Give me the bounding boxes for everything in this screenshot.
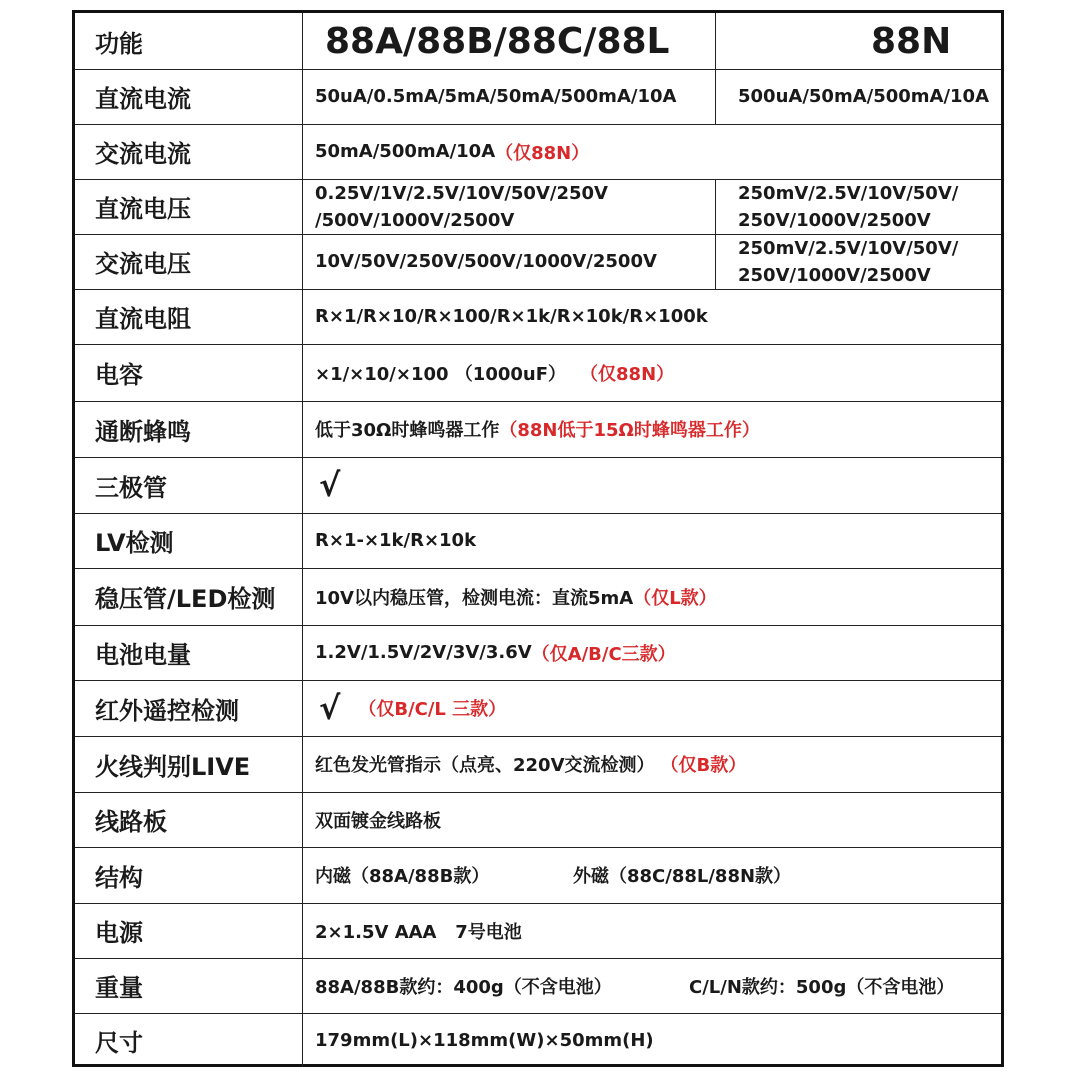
row-value: 双面镀金线路板 (315, 810, 441, 832)
value-line-1: 0.25V/1V/2.5V/10V/50V/250V (315, 182, 608, 204)
header-88abcl: 88A/88B/88C/88L (325, 20, 670, 62)
row-label: 线路板 (95, 808, 167, 836)
row-label: 电源 (95, 919, 143, 947)
row-value: 88A/88B款约：400g（不含电池） (315, 976, 612, 998)
row-label: 直流电流 (95, 85, 191, 113)
value-line-2: 250V/1000V/2500V (738, 209, 931, 231)
row-value-n (738, 179, 958, 234)
row-value (315, 736, 746, 792)
row-label: 电容 (95, 361, 143, 389)
value-text: 红色发光管指示（点亮、220V交流检测） (315, 755, 655, 776)
note-text: （仅88N） (495, 142, 590, 164)
row-value-n: 500uA/50mA/500mA/10A (738, 86, 990, 107)
row-value-abcl (315, 179, 608, 234)
note-text: （仅A/B/C三款） (531, 643, 676, 665)
row-label: 重量 (95, 974, 143, 1002)
row-value (315, 124, 589, 179)
row-label: 稳压管/LED检测 (95, 585, 276, 613)
row-value-n (738, 234, 958, 289)
spec-table (72, 10, 1004, 1067)
check-mark: √ (319, 466, 341, 504)
row-label: 直流电阻 (95, 305, 191, 333)
row-value-2: 外磁（88C/88L/88N款） (573, 866, 792, 887)
row-value (315, 625, 676, 680)
row-label: 三极管 (95, 473, 167, 502)
row-label: 交流电流 (95, 140, 191, 168)
value-text: ×1/×10/×100 （1000uF） (315, 363, 567, 385)
note-text: （仅L款） (633, 587, 717, 609)
row-value: 179mm(L)×118mm(W)×50mm(H) (315, 1029, 654, 1051)
row-value-abcl: 10V/50V/250V/500V/1000V/2500V (315, 251, 657, 272)
note-text: （88N低于15Ω时蜂鸣器工作） (499, 420, 760, 441)
check-mark: √ (319, 689, 341, 727)
note-text: （仅B款） (660, 755, 747, 776)
value-text: 1.2V/1.5V/2V/3V/3.6V (315, 642, 532, 663)
row-label: 通断蜂鸣 (95, 417, 191, 446)
row-label: 结构 (95, 863, 143, 892)
row-value: 内磁（88A/88B款） (315, 866, 490, 887)
row-value (315, 401, 760, 457)
row-value-2: C/L/N款约：500g（不含电池） (689, 976, 955, 998)
value-line-2: /500V/1000V/2500V (315, 209, 515, 231)
row-label: 电池电量 (95, 641, 191, 669)
row-value (315, 344, 674, 401)
value-text: 低于30Ω时蜂鸣器工作 (315, 420, 500, 441)
header-function: 功能 (95, 29, 143, 58)
row-label: 直流电压 (95, 195, 191, 223)
row-value (319, 680, 506, 736)
value-line-2: 250V/1000V/2500V (738, 264, 931, 286)
row-value: 2×1.5V AAA 7号电池 (315, 921, 522, 943)
value-text: 50mA/500mA/10A (315, 141, 496, 162)
header-88n: 88N (871, 20, 952, 62)
value-text: 10V以内稳压管，检测电流：直流5mA (315, 587, 634, 609)
row-value-abcl: 50uA/0.5mA/5mA/50mA/500mA/10A (315, 86, 677, 107)
row-label: 红外遥控检测 (95, 696, 239, 725)
note-text: （仅B/C/L 三款） (358, 699, 507, 720)
row-label: LV检测 (95, 529, 174, 557)
note-text: （仅88N） (580, 363, 675, 385)
value-line-1: 250mV/2.5V/10V/50V/ (738, 182, 959, 204)
row-label: 火线判别LIVE (95, 752, 251, 781)
row-label: 交流电压 (95, 250, 191, 278)
row-value: R×1-×1k/R×10k (315, 530, 477, 551)
row-value: R×1/R×10/R×100/R×1k/R×10k/R×100k (315, 306, 708, 327)
value-line-1: 250mV/2.5V/10V/50V/ (738, 237, 959, 259)
row-value (315, 568, 717, 625)
row-label: 尺寸 (95, 1028, 143, 1057)
